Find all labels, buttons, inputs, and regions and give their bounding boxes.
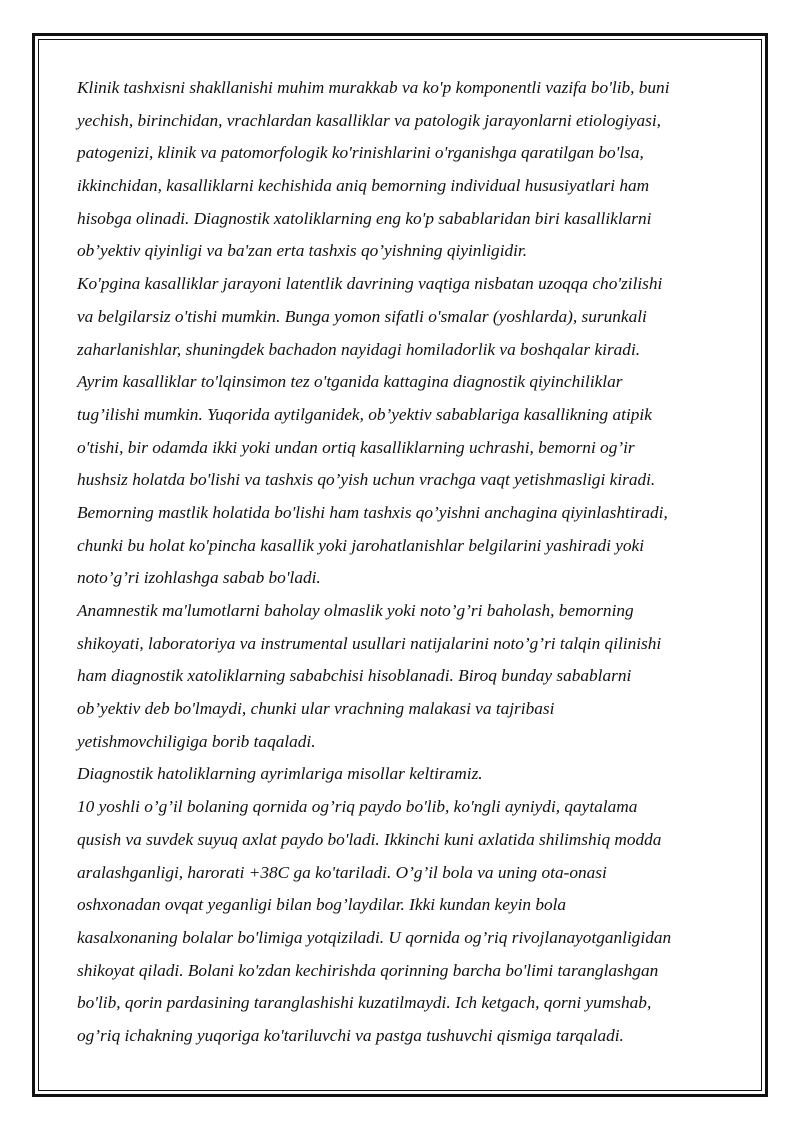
text-line: Anamnestik ma'lumotlarni baholay olmaslik yoki noto’g’ri baholash, bemorning	[77, 601, 634, 620]
text-line: yetishmovchiligiga borib taqaladi.	[77, 731, 316, 751]
text-line: og’riq ichakning yuqoriga ko'tariluvchi va pastga tushuvchi qismiga tarqaladi.	[77, 1025, 624, 1045]
text-line: oshxonadan ovqat yeganligi bilan bog’laydilar. Ikki kundan keyin bola	[77, 895, 567, 915]
document-body	[77, 72, 727, 1053]
text-line: Bemorning mastlik holatida bo'lishi ham tashxis qo’yishni anchagina qiyinlashtiradi,	[77, 502, 668, 522]
text-line: tug’ilishi mumkin. Yuqorida aytilganidek, ob’yektiv sabablariga kasallikning atipik	[77, 404, 652, 424]
text-line: aralashganligi, harorati +38C ga ko'tariladi. O’g’il bola va uning ota-onasi	[77, 862, 607, 882]
text-line: qusish va suvdek suyuq axlat paydo bo'ladi. Ikkinchi kuni axlatida shilimshiq modda	[77, 829, 662, 849]
text-line: Ayrim kasalliklar to'lqinsimon tez o'tganida kattagina diagnostik qiyinchiliklar	[77, 372, 623, 392]
text-line: hushsiz holatda bo'lishi va tashxis qo’yish uchun vrachga vaqt yetishmasligi kiradi.	[77, 470, 656, 490]
text-line: yechish, birinchidan, vrachlardan kasalliklar va patologik jarayonlarni etiologiyasi,	[77, 110, 661, 130]
text-line: patogenizi, klinik va patomorfologik ko'rinishlarini o'rganishga qaratilgan bo'lsa,	[77, 143, 644, 163]
text-line: bo'lib, qorin pardasining taranglashishi kuzatilmaydi. Ich ketgach, qorni yumshab,	[77, 993, 652, 1013]
text-line: va belgilarsiz o'tishi mumkin. Bunga yomon sifatli o'smalar (yoshlarda), surunkali	[77, 306, 647, 326]
text-line: shikoyati, laboratoriya va instrumental usullari natijalarini noto’g’ri talqin qilinishi	[77, 633, 662, 653]
text-line: noto’g’ri izohlashga sabab bo'ladi.	[77, 568, 321, 588]
text-line: o'tishi, bir odamda ikki yoki undan ortiq kasalliklarning uchrashi, bemorni og’ir	[77, 437, 635, 457]
text-line: ob’yektiv deb bo'lmaydi, chunki ular vrachning malakasi va tajribasi	[77, 699, 555, 719]
text-line: shikoyat qiladi. Bolani ko'zdan kechirishda qorinning barcha bo'limi taranglashgan	[77, 960, 659, 980]
text-line: Diagnostik hatoliklarning ayrimlariga misollar keltiramiz.	[77, 764, 483, 784]
text-line: 10 yoshli o’g’il bolaning qornida og’riq paydo bo'lib, ko'ngli ayniydi, qaytalama	[77, 797, 638, 817]
text-line: kasalxonaning bolalar bo'limiga yotqiziladi. U qornida og’riq rivojlanayotganligidan	[77, 927, 672, 947]
text-line: Klinik tashxisni shakllanishi muhim murakkab va ko'p komponentli vazifa bo'lib, buni	[77, 78, 670, 97]
text-line: zaharlanishlar, shuningdek bachadon nayidagi homiladorlik va boshqalar kiradi.	[77, 339, 641, 359]
text-line: Ko'pgina kasalliklar jarayoni latentlik davrining vaqtiga nisbatan uzoqqa cho'zilishi	[77, 274, 663, 294]
text-line: ikkinchidan, kasalliklarni kechishida aniq bemorning individual hususiyatlari ham	[77, 176, 650, 196]
text-line: ham diagnostik xatoliklarning sababchisi hisoblanadi. Biroq bunday sabablarni	[77, 666, 632, 686]
text-line: ob’yektiv qiyinligi va ba'zan erta tashxis qo’yishning qiyinligidir.	[77, 241, 528, 261]
text-line: chunki bu holat ko'pincha kasallik yoki jarohatlanishlar belgilarini yashiradi yoki	[77, 535, 645, 555]
text-line: hisobga olinadi. Diagnostik xatoliklarning eng ko'p sabablaridan biri kasalliklarni	[77, 208, 652, 228]
